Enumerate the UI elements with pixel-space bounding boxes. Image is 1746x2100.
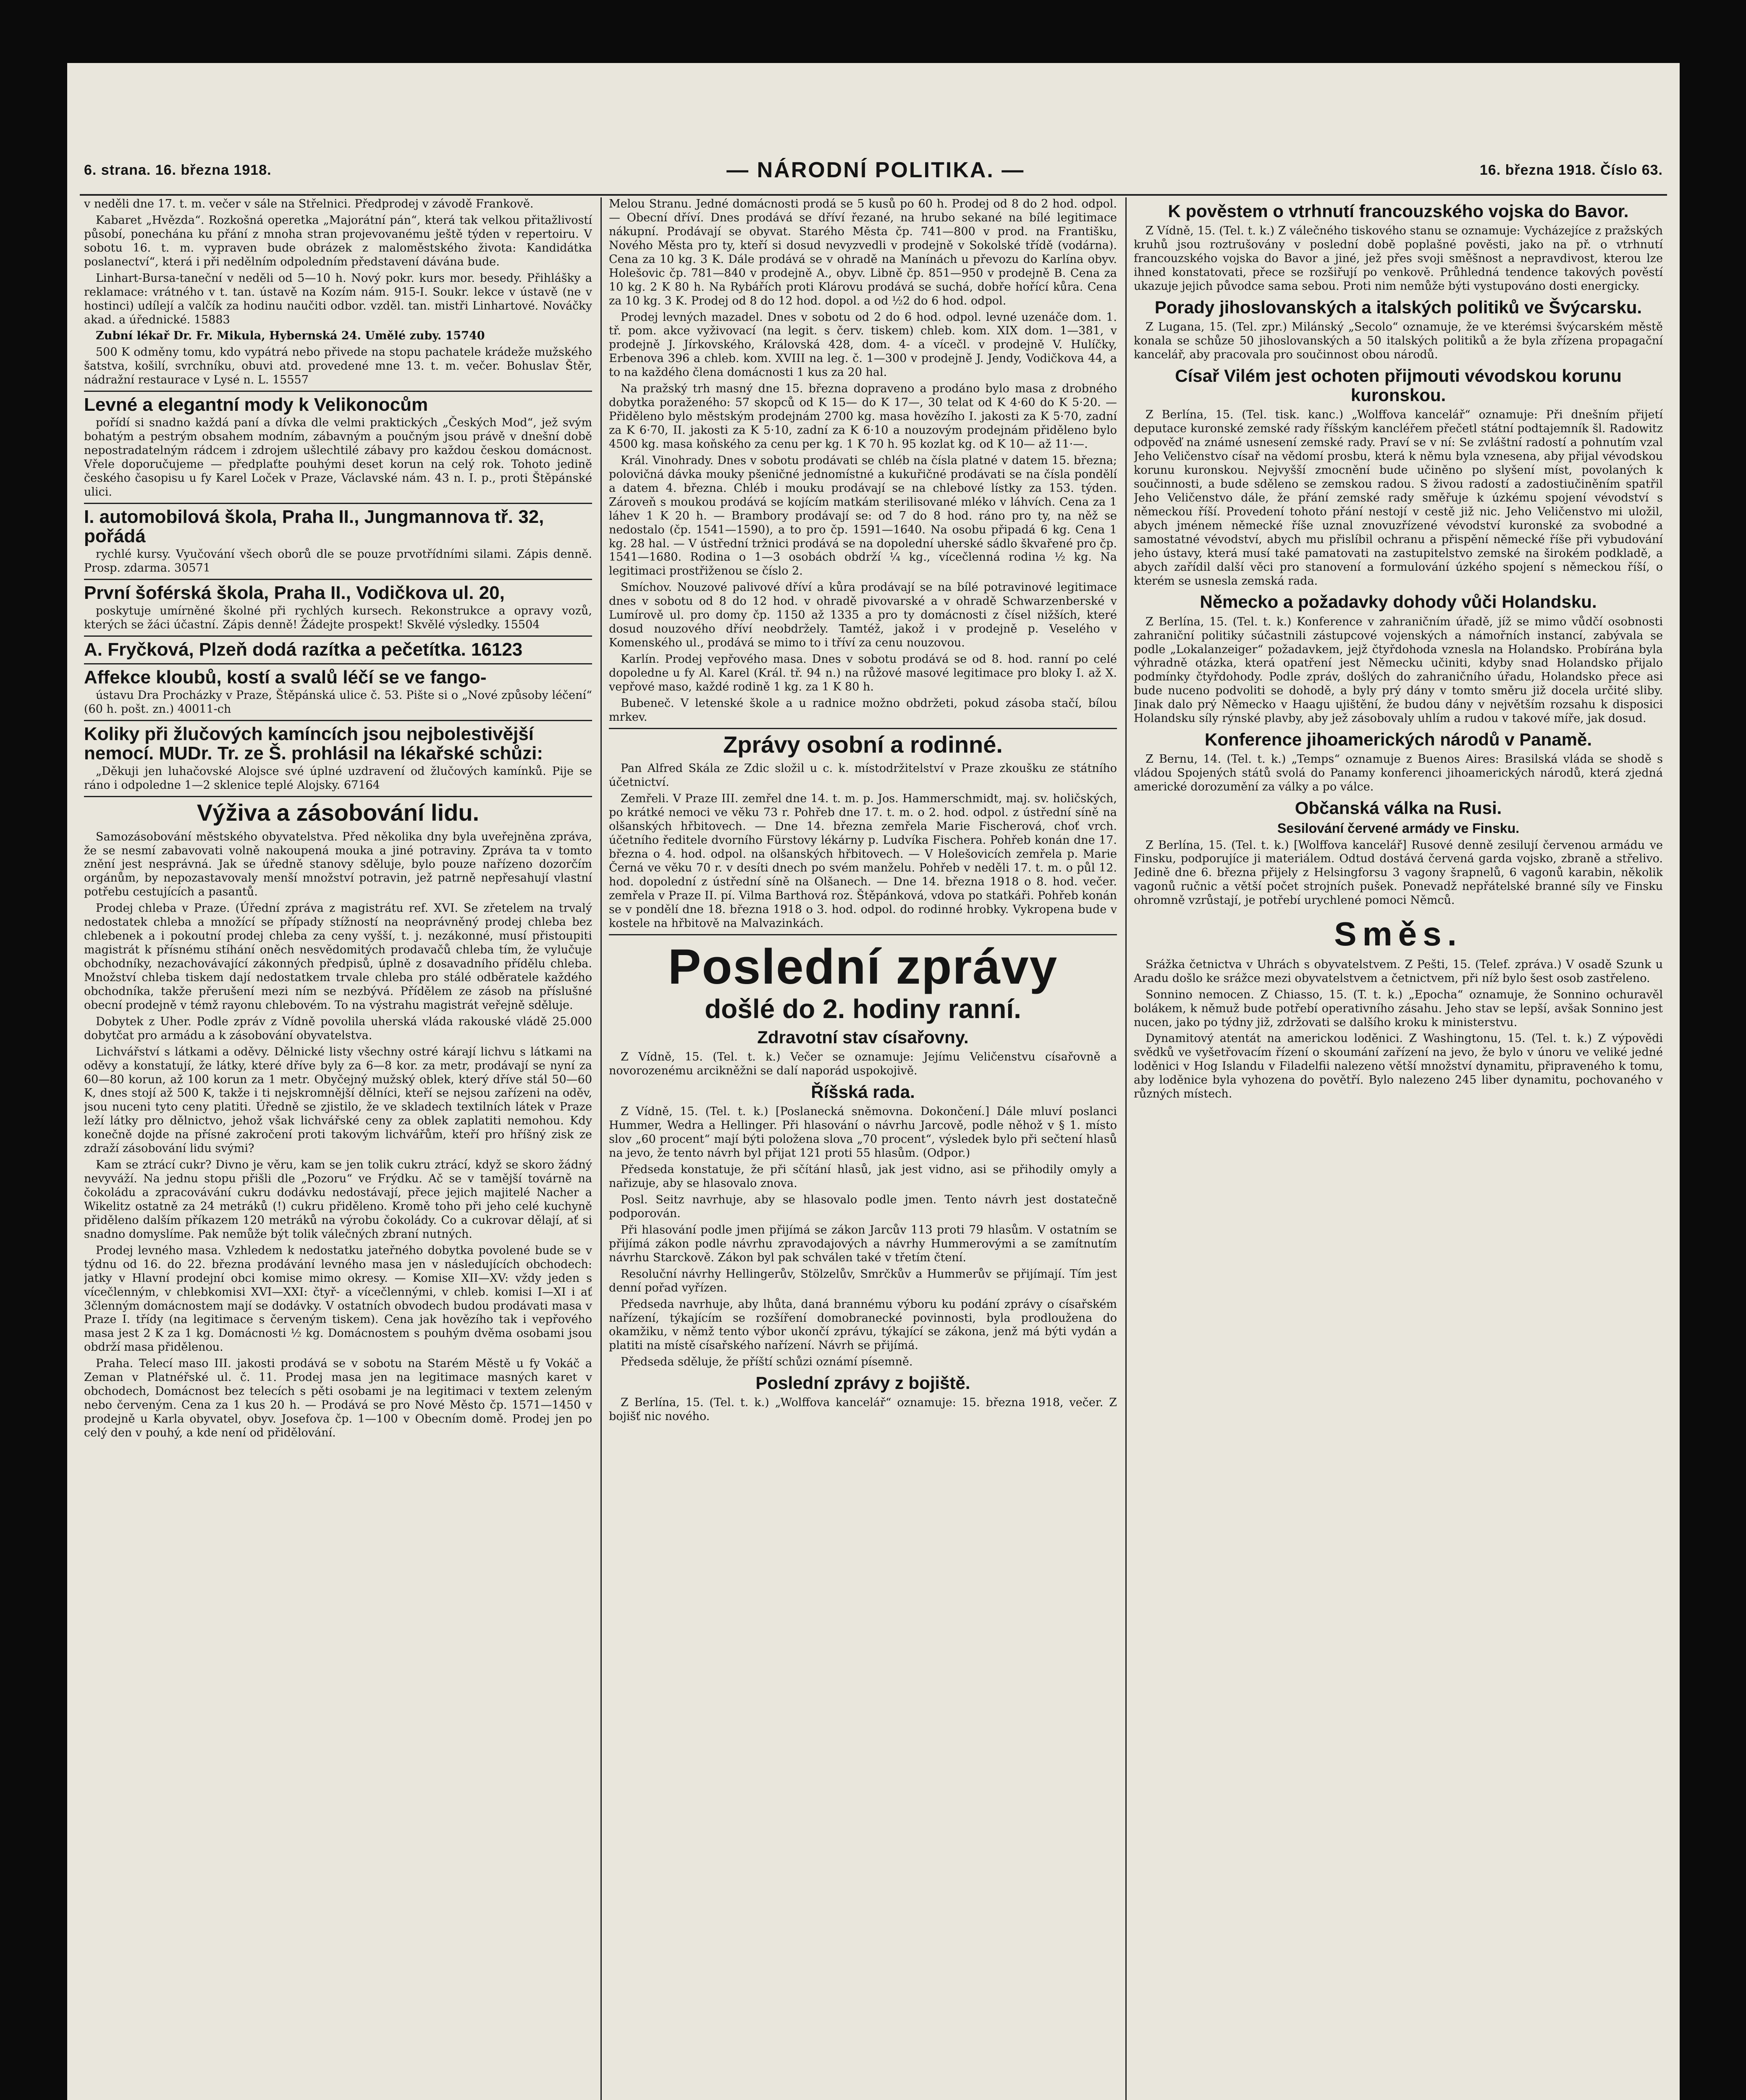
article-paragraph: Pan Alfred Skála ze Zdic složil u c. k. místodržitelství v Praze zkoušku ze státního účetnictví. bbox=[609, 762, 1117, 789]
column-1 bbox=[84, 197, 592, 2100]
divider bbox=[84, 720, 592, 721]
article-paragraph: Z Bernu, 14. (Tel. t. k.) „Temps“ oznamuje z Buenos Aires: Brasilská vláda se shodě s vládou Spojených států svolá do Panamy konferenci jihoamerických národů, která zjedná americké dorozumění za války a po válce. bbox=[1134, 753, 1663, 794]
banner-subtitle: došlé do 2. hodiny ranní. bbox=[705, 993, 1021, 1024]
article-paragraph: Smíchov. Nouzové palivové dříví a kůra prodávají se na bílé potravinové legitimace dnes v sobotu od 8 do 12 hod. v ohradě pivovarské a v ohradě Schwarzenberské v Lumírově ul. pro domy čp. 1150 až 1335 a pro ty domácnosti z čísel nižších, které dosud nouzového dříví neobdržely. Tamtéž, jakož i v prodejně p. Veselého v Komenského ul., prodává se mimo to i tříví za cenu nouzovou. bbox=[609, 581, 1117, 650]
divider bbox=[609, 934, 1117, 935]
header-date-issue: 16. března 1918. Číslo 63. bbox=[1479, 162, 1663, 178]
heading-battlefield: Poslední zprávy z bojiště. bbox=[755, 1373, 970, 1393]
divider bbox=[84, 635, 592, 637]
article-paragraph: Prodej chleba v Praze. (Úřední zpráva z magistrátu ref. XVI. Se zřetelem na trvalý nedostatek chleba a množící se případy stížností na neoprávněný prodej chleba bez chlebenek a i pokoutní prodej chleba za ceny vyšší, t. j. nezákonné, musí přistoupiti magistrát k přísnému stíhání oněch nesvědomitých prodavačů chleba tím, že vylučuje obchodníky, nezachovávající zákonných předpisů, úplně z dosavadního přídělu chleba. Množství chleba tiskem dají nedostatkem trvale chleba pro stálé odběratele každého obchodníka, takže přerušení mezi ním se nezbývá. Přídělem ze zásob na příslušné obecní prodejně v témž rayonu chlebovém. To na výstrahu magistrát veřejně sděluje. bbox=[84, 902, 592, 1012]
article-paragraph: Z Vídně, 15. (Tel. t. k.) [Poslanecká sněmovna. Dokončení.] Dále mluví poslanci Hummer, Wedra a Hellinger. Při hlasování o návrhu Jarcově, podle něhož v § 1. místo slov „60 procent“ mají býti položena slova „70 procent“, výsledek bylo při sečtení hlasů na jevo, že tento návrh byl přijat 121 proti 55 hlasům. (Odpor.) bbox=[609, 1105, 1117, 1160]
ad-auto-school-heading: I. automobilová škola, Praha II., Jungmannova tř. 32, pořádá bbox=[84, 507, 544, 547]
heading-emperor-wilhelm: Císař Vilém jest ochoten přijmouti vévodskou korunu kuronskou. bbox=[1175, 365, 1622, 405]
running-head bbox=[84, 147, 1663, 193]
article-paragraph: Předseda sděluje, že příští schůzi oznámí písemně. bbox=[621, 1355, 913, 1369]
article-intro: v neděli dne 17. t. m. večer v sále na Střelnici. Předprodej v závodě Frankově. bbox=[84, 197, 534, 210]
ad-auto-school-text: rychlé kursy. Vyučování všech oborů dle se pouze prvotřídními silami. Zápis denně. Prosp. zdarma. 30571 bbox=[84, 548, 592, 575]
heading-panama-conference: Konference jihoamerických národů v Panamě. bbox=[1205, 730, 1592, 750]
heading-rumors: K pověstem o vtrhnutí francouzského vojska do Bavor. bbox=[1168, 201, 1629, 221]
column-rule-1 bbox=[600, 197, 602, 2100]
article-paragraph: Sonnino nemocen. Z Chiasso, 15. (T. t. k.) „Epocha“ oznamuje, že Sonnino ochuravěl bolákem, k němuž bude potřebí operativního zásahu. Jeho stav se lepší, avšak Sonnino jest nucen, jako po týdny již, zdržovati se dalšího kroku k ministerstvu. bbox=[1134, 988, 1663, 1029]
article-paragraph: Při hlasování podle jmen přijímá se zákon Jarcův 113 proti 79 hlasům. V ostatním se přijímá zákon podle návrhu zpravodajových a návrhy Hummerovými a se zamítnutím návrhu Starckově. Zákon byl pak schválen také v třetím čtení. bbox=[609, 1223, 1117, 1264]
article-paragraph: Král. Vinohrady. Dnes v sobotu prodávati se chléb na čísla platné v datem 15. března; polovičná dávka mouky pšeničné jednomístné a kukuřičné prodávati se na čísla pondělí a datem 4. března. Chléb i mouku prodávají se na chlebové lístky za 153. týden. Zároveň s moukou prodává se kojícím matkám sterilisované mléko v láhvích. Cena za 1 láhev 1 K 20 h. — Brambory prodávají se: od 7 do 8 hod. ráno pro ty, na něž se nedostalo (čp. 1541—1590), a to pro čp. 1591—1640. Na osobu připadá 6 kg. Cena 1 kg. 28 hal. — V ústřední tržnici prodává se na dopolední uherské sádlo škvařené pro čp. 1541—1680. Rodina o 1—3 osobách obdrží ¼ kg., vícečlenná rodina ½ kg. Na legitimaci prostřiženou se číslo 2. bbox=[609, 454, 1117, 578]
section-heading-food: Výživa a zásobování lidu. bbox=[197, 799, 480, 826]
article-paragraph: Z Lugana, 15. (Tel. zpr.) Milánský „Secolo“ oznamuje, že ve kterémsi švýcarském městě konala se schůze 50 jihoslovanských a 50 italských politiků a že byla zřízena propagační kancelář, aby pracovala pro součinnost obou národů. bbox=[1134, 320, 1663, 361]
heading-germany-holland: Německo a požadavky dohody vůči Holandsku. bbox=[1200, 592, 1597, 612]
ad-fango-text: ústavu Dra Procházky v Praze, Štěpánská ulice č. 53. Pište si o „Nové způsoby léčení“ (60 h. pošt. zn.) 40011-ch bbox=[84, 688, 592, 716]
heading-reichsrat: Říšská rada. bbox=[811, 1082, 915, 1102]
article-paragraph: Prodej levných mazadel. Dnes v sobotu od 2 do 6 hod. odpol. levné uzenáče dom. 1. tř. pom. akce vyživovací (na legit. s červ. tiskem) chleb. kom. XIX dom. 1—381, v prodejně J. Jírkovského, Královská 428, dom. 4- a vícečl. v prodejně V. Hulíčky, Erbenova 396 a chleb. kom. XVIII na leg. č. 1—300 v prodejně J. Jendy, Vodičkova 44, a to na každého člena domácnosti 1 kus za 20 hal. bbox=[609, 310, 1117, 379]
article-paragraph: Karlín. Prodej vepřového masa. Dnes v sobotu prodává se od 8. hod. ranní po celé dopoledne u fy Al. Karel (Král. tř. 94 n.) na růžové masové legitimace pro bloky I. až X. vepřové maso, každé rodině 1 kg. za 1 K 80 h. bbox=[609, 653, 1117, 693]
article-paragraph: Melou Stranu. Jedné domácnosti prodá se 5 kusů po 60 h. Prodej od 8 do 2 hod. odpol. — Obecní dříví. Dnes prodává se dříví řezané, na hrubo sekané na bílé legitimace nákupní. Prodávají se obyvat. Starého Města čp. 741—800 v prod. na Františku, Nového Města pro ty, kteří si dosud nevyzvedli v prodejně v Sokolské třídě (vodárna). Cena za 10 kg. 3 K. Dále prodává se v ohradě na Manínách u převozu do Karlína obyv. Holešovic čp. 781—840 v prodejně A., obyv. Libně čp. 851—950 v prodejně B. Cena za 10 kg. 2 K 80 h. Na Rybářích proti Klárovu prodává se suchá, dobře hořící kůra. Cena za 10 kg. 3 K. Prodej od 8 do 12 hod. dopol. a od ½2 do 6 hod. odpol. bbox=[609, 197, 1117, 307]
article-paragraph: Praha. Telecí maso III. jakosti prodává se v sobotu na Starém Městě u fy Vokáč a Zeman v Platnéřské ul. č. 11. Prodej masa jen na legitimace masných karet v obchodech, Domácnost bez telecích s pěti osobami je na legitimaci v textem zeleným nebo červeným. Cena za 1 kus 20 h. — Prodává se pro Nové Město čp. 1571—1450 v prodejně u Karla obyvatel, obyv. Josefova čp. 1—100 v Obecním domě. Prodej jen po celý den v pouhý, a kde není od přidělování. bbox=[84, 1357, 592, 1439]
article-paragraph: Předseda konstatuje, že při sčítání hlasů, jak jest vidno, asi se přihodily omyly a nařizuje, aby se hlasovalo znova. bbox=[609, 1163, 1117, 1190]
banner-latest-news: Poslední zprávy bbox=[668, 939, 1058, 995]
article-paragraph: Zemřeli. V Praze III. zemřel dne 14. t. m. p. Jos. Hammerschmidt, maj. sv. holičských, po krátké nemoci ve věku 73 r. Pohřeb dne 17. t. m. o 2. hod. odpol. z ústřední síně na olšanských hřbitovech. — Dne 14. března zemřela Marie Fischerová, choť vrch. účetního ředitele dvorního Fürstovy lékárny p. Ludvíka Fischera. Pohřeb konán dne 17. března o 4. hod. odpol. na olšanských hřbitovech. — V Holešovicích zemřela p. Marie Černá ve věku 70 r. v desíti dnech po svém manželu. Pohřeb v neděli 17. t. m. o půl 12. hod. dopolední z ústřední síně na Olšanech. — Dne 14. března 1918 o 8. hod. večer. zemřela v Praze II. pí. Vilma Barthová roz. Štěpánková, vdova po statkáři. Pohřeb konán se v pondělí dne 18. března 1918 o 3. hod. odpol. do rodinné hrobky. Vykropena bude v kostele na hřbitově na Malvazinkách. bbox=[609, 792, 1117, 930]
article-paragraph: Z Berlína, 15. (Tel. t. k.) [Wolffova kancelář] Rusové denně zesilují červenou armádu ve Finsku, podporujíce ji materiálem. Odtud dostává červená garda vojsko, zbraně a střelivo. Jedině dne 6. března přijely z Helsingforsu 3 vagony šrapnelů, 6 vagonů karabin, několik vagonů ručnic a větší počet strojních pušek. Ponevadž nepřátelské branné síly ve Finsku ohromně vzrůstají, je potřebí urychlené pomoci Němců. bbox=[1134, 838, 1663, 907]
subheading-finland: Sesilování červené armády ve Finsku. bbox=[1277, 821, 1520, 836]
divider bbox=[609, 728, 1117, 729]
header-publication-title: — NÁRODNÍ POLITIKA. — bbox=[726, 158, 1025, 182]
heading-russia-civil-war: Občanská válka na Rusi. bbox=[1295, 798, 1502, 818]
ad-fango-heading: Affekce kloubů, kostí a svalů léčí se ve fango- bbox=[84, 667, 487, 688]
article-paragraph: Z Berlína, 15. (Tel. t. k.) „Wolffova kancelář“ oznamuje: 15. března 1918, večer. Z bojišť nic nového. bbox=[609, 1396, 1117, 1423]
heading-conference-swiss: Porady jihoslovanských a italských politiků ve Švýcarsku. bbox=[1154, 297, 1642, 317]
article-paragraph: Předseda navrhuje, aby lhůta, daná brannému výboru ku podání zprávy o císařském nařízení, týkajícím se rozšíření domobranecké povinnosti, byla prodloužena do okamžiku, v němž tento výbor ukončí zprávu, týkající se zákona, jenž má býti vydán a platiti na místě císařského nařízení. Návrh se přijímá. bbox=[609, 1297, 1117, 1352]
divider bbox=[84, 796, 592, 797]
article-paragraph: Dobytek z Uher. Podle zpráv z Vídně povolila uherská vláda rakouské vládě 25.000 dobytčat pro armádu a k zásobování obyvatelstva. bbox=[84, 1015, 592, 1042]
article-paragraph: Z Berlína, 15. (Tel. tisk. kanc.) „Wolffova kancelář“ oznamuje: Při dnešním přijetí deputace kuronské zemské rady říšským kancléřem přečetl státní podtajemník šl. Radowitz odpověď na známé usnesení zemské rady. Praví se v ní: Se zvláštní radostí a pohnutím vzal Jeho Veličenstvo císař na vědomí prosbu, která k němu byla vznesena, aby přijal vévodskou korunu kuronskou. Nejvyšší zmocnění bude učiněno po slyšení míst, povolaných k součinnosti, a bude sděleno se zemskou radou. S živou radostí a zadostiučiněním spatřil Jeho Veličenstvo dále, že přání zemské rady směřuje k úzkému spojení vévodství s německou říší. Provedení tohoto přání nestojí v cestě již nic. Jeho Veličenstvo mi uložil, abych jménem německé říše uznal znovuzřízené vévodství kuronské za svobodné a samostatné vévodství, abych mu přislíbil ochranu a přispění německé říše při vybudování jeho ústavy, která musí také pamatovati na zastupitelstvo zemské na širokém podkladě, a abych zařídil další věci pro stanovení a formulování úzkého spojení s německou říší, o kterém se usnesla zemská rada. bbox=[1134, 408, 1663, 588]
article-paragraph: Na pražský trh masný dne 15. března dopraveno a prodáno bylo masa z drobného dobytka poraženého: 57 skopců od K 15— do K 17—, 30 telat od K 4·60 do K 5·20. — Přiděleno bylo městským prodejnám 2700 kg. masa hovězího I. jakosti za K 5·70, zadní za K 6·70, II. jakosti za K 5·10, zadní za K 6·10 a nouzovým prodejnám přiděleno bylo 4500 kg. masa koňského za cenu per kg. 1 K 70 h. 95 kozlat kg. od K 10— až 11·—. bbox=[609, 382, 1117, 451]
ad-stamps-heading: A. Fryčková, Plzeň dodá razítka a pečetítka. 16123 bbox=[84, 639, 523, 660]
ad-fashion-text: pořídí si snadno každá paní a dívka dle velmi praktických „Českých Mod“, jež svým bohatým a pestrým obsahem modním, zábavným a poučným jsou právě v dnešní době nepostradatelným rádcem i zdrojem ušlechtilé zábavy pro každou českou domácnost. Vřele doporučujeme — předplaťte pouhými deset korun na celý rok. Tohoto jedině českého časopisu u fy Karel Loček v Praze, Václavské nám. 43 n. I. p., proti Štěpánské ulici. bbox=[84, 416, 592, 499]
article-paragraph: Bubeneč. V letenské škole a u radnice možno obdržeti, pokud zásoba stačí, bílou mrkev. bbox=[609, 696, 1117, 724]
newspaper-page bbox=[67, 63, 1680, 2100]
ad-colic-text: „Děkuji jen luhačovské Alojsce své úplné uzdravení od žlučových kamínků. Pije se ráno i odpoledne 1—2 sklenice teplé Alojsky. 67164 bbox=[84, 764, 592, 792]
ad-driver-school-text: poskytuje umírněné školné při rychlých kursech. Rekonstrukce a opravy vozů, kterých se žáci účastní. Zápis denně! Žádejte prospekt! Skvělé výsledky. 15504 bbox=[84, 604, 592, 632]
article-paragraph: Z Vídně, 15. (Tel. t. k.) Z válečného tiskového stanu se oznamuje: Vycházejíce z pražských kruhů jsou roztrušovány v poslední době poplašné pověsti, jako na př. o vtrhnutí francouzského vojska do Bavor a jiné, jež přes svoji směšnost a nepravdivost, kterou lze ihned konstatovati, přece se rozšiřují po venkově. Průhledná tendence takových pověstí ukazuje jejich původce sama sebou. Proti nim nemůže býti vystupováno dosti energicky. bbox=[1134, 224, 1663, 293]
article-paragraph: Resoluční návrhy Hellingerův, Stölzelův, Smrčkův a Hummerův se přijímají. Tím jest denní pořad vyřízen. bbox=[609, 1267, 1117, 1294]
ad-fashion-heading: Levné a elegantní mody k Velikonocům bbox=[84, 394, 428, 415]
column-rule-2 bbox=[1125, 197, 1127, 2100]
divider bbox=[84, 503, 592, 504]
article-paragraph: Z Berlína, 15. (Tel. t. k.) Konference v zahraničním úřadě, jíž se mimo vůdčí osobnosti zahraniční politiky súčastnili zástupcové vojenských a námořních instancí, zabývala se podle „Lokalanzeiger“ požadavkem, jejž čtyřdohoda vznesla na Holandsko. Probírána byla výhradně otázka, která opatření jest Německu učiniti, kdyby snad Holandsko přijalo podmínky čtyřdohody. Podle zpráv, došlých do zahraničního úřadu, Holandsko přece asi bude nuceno podvoliti se dohodě, a byly prý dány v tomto směru již docela určité sliby. Jinak dalo prý Německo v Haagu ujištění, že budou dány v největším rozsahu k disposici Holandsku síly rýnské plavby, aby jež zásobovaly uhlím a rudou v takové míře, jak dosud. bbox=[1134, 615, 1663, 725]
ad-dentist: Zubní lékař Dr. Fr. Mikula, Hybernská 24. Umělé zuby. 15740 bbox=[96, 329, 485, 343]
divider bbox=[84, 579, 592, 580]
heading-miscellany: Směs. bbox=[1334, 915, 1463, 953]
article-paragraph: Lichvářství s látkami a oděvy. Dělnické listy všechny ostré kárají lichvu s látkami na oděvy a konstatují, že látky, které dříve byly za 6—8 kor. za metr, prodávají se nyní za 60—80 korun, až 100 korun za 1 metr. Obyčejný mužský oblek, který dříve stál 50—60 K, dnes stojí až 500 K, takže i ti nejskromnější dělníci, kteří se nejsou zařízeni na oděv, jsou nuceni tyto ceny platiti. Úředně se zjistilo, že ve skladech textilních látek v Praze leží látky pro dělnictvo, jehož však lichvářské ceny za oblek zaplatiti nemohou. Kdy konečně dojde na přísné zakročení proti takovým lichvářům, kteří pro hříšný zisk ze zdraží zásobování lidu svými? bbox=[84, 1045, 592, 1155]
divider bbox=[84, 663, 592, 664]
header-rule bbox=[80, 194, 1667, 196]
ad-reward: 500 K odměny tomu, kdo vypátrá nebo přivede na stopu pachatele krádeže mužského šatstva, košilí, svrchníku, obuvi atd. provedené mne 13. t. m. večer. Bohuslav Štěr, nádražní restaurace v Lysé n. L. 15557 bbox=[84, 346, 592, 387]
article-paragraph: Dynamitový atentát na americkou loděnici. Z Washingtonu, 15. (Tel. t. k.) Z výpovědi svědků ve vyšetřovacím řízení o skoumání zařízení na jevo, že bylo v únoru ve veliké jedné loděnici v Hog Islandu v Filadelfii nalezeno větší množství dynamitu, připraveného k tomu, aby loděnice byla vyhozena do povětří. Bylo nalezeno 245 liber dynamitu, pochovaného v různých místech. bbox=[1134, 1032, 1663, 1101]
column-3 bbox=[1134, 197, 1663, 2100]
article-paragraph: Prodej levného masa. Vzhledem k nedostatku jateřného dobytka povolené bude se v týdnu od 16. do 22. března prodávání levného masa jen v následujících obchodech: jatky v Hlavní prodejní obci komise mimo okresy. — Komise XII—XV: vždy jeden s vícečlenným, v chlebkomisi XVI—XXI: čtyř- a vícečlennými, v chleb. komisi I—XI i ať 3členným domácnostem mají se dodávky. V ostatních obvodech budou prodávati masa v Praze I. třídy (na legitimace s červeným tiskem). Cena jak hovězího tak i vepřového masa jest 2 K za 1 kg. Domácnosti ½ kg. Domácnostem s pouhým dvěma osobami jsou obdrží masa přidělenou. bbox=[84, 1244, 592, 1354]
article-paragraph: Posl. Seitz navrhuje, aby se hlasovalo podle jmen. Tento návrh jest dostatečně podporován. bbox=[609, 1193, 1117, 1220]
ad-dance-school: Linhart-Bursa-taneční v neděli od 5—10 h. Nový pokr. kurs mor. besedy. Přihlášky a reklamace: vrátného v t. tan. ústavě na Kozím nám. 915-I. Soukr. lekce v ústavě (ne v hostinci) udílejí a valčík za hodinu naučiti odbor. vzděl. tan. mistři Linhartové. Nováčky akad. a úřednické. 15883 bbox=[84, 271, 592, 326]
article-paragraph: Samozásobování městského obyvatelstva. Před několika dny byla uveřejněna zpráva, že se nesmí zabavovati volně nakoupená mouka a jiné potraviny. Zpráva ta v tomto znění jest nesprávná. Jak se úředně stanovy sděluje, bylo pouze nařízeno dozorčím orgánům, by nepozastavovaly menší množství potravin, jež patrně nepřesahují vlastní potřebu cestujících a pasantů. bbox=[84, 830, 592, 899]
article-paragraph: Kam se ztrácí cukr? Divno je věru, kam se jen tolik cukru ztrácí, když se skoro žádný nevyváží. Na jednu stopu přišli dle „Pozoru“ ve Frýdku. Ač se v tamější továrně na čokoládu a zpracovávání cukru dodávku nedostávají, přece jejich majitelé Nacher a Wikelitz ostatně za 24 metráků (!) cukru přiděleno. Kromě toho při jeho celé kuchyně přiděleno dalším příkazem 120 metráků na výrobu čokolády. Co a cukrovar dělají, ať si snadno domyslíme. Pak nemůže být tolik válečných zbraní nutných. bbox=[84, 1158, 592, 1241]
article-paragraph: Z Vídně, 15. (Tel. t. k.) Večer se oznamuje: Jejímu Veličenstvu císařovně a novorozenému arcikněžni se dalí naporád uspokojivě. bbox=[609, 1050, 1117, 1078]
header-page-date: 6. strana. 16. března 1918. bbox=[84, 162, 272, 178]
ad-driver-school-heading: První šoférská škola, Praha II., Vodičkova ul. 20, bbox=[84, 583, 505, 604]
article-kabaret: Kabaret „Hvězda“. Rozkošná operetka „Majorátní pán“, která tak velkou přitažlivostí působí, ponechána ku přání z mnoha stran projevovanému ještě týden v repertoiru. V sobotu 16. t. m. vypraven bude obrázek z maloměstského života: Kandidátka poslanectví“, která i při nedělním odpoledním představení dávána bude. bbox=[84, 213, 592, 268]
section-heading-personal: Zprávy osobní a rodinné. bbox=[723, 731, 1003, 758]
divider bbox=[84, 391, 592, 392]
heading-empress-health: Zdravotní stav císařovny. bbox=[757, 1027, 969, 1047]
column-2 bbox=[609, 197, 1117, 2100]
ad-colic-heading: Koliky při žlučových kamíncích jsou nejbolestivější nemocí. MUDr. Tr. ze Š. prohlásil na lékařské schůzi: bbox=[84, 723, 543, 764]
article-paragraph: Srážka četnictva v Uhrách s obyvatelstvem. Z Pešti, 15. (Telef. zpráva.) V osadě Szunk u Aradu došlo ke srážce mezi obyvatelstvem a četnictvem, při níž bylo šest osob zastřeleno. bbox=[1134, 958, 1663, 985]
